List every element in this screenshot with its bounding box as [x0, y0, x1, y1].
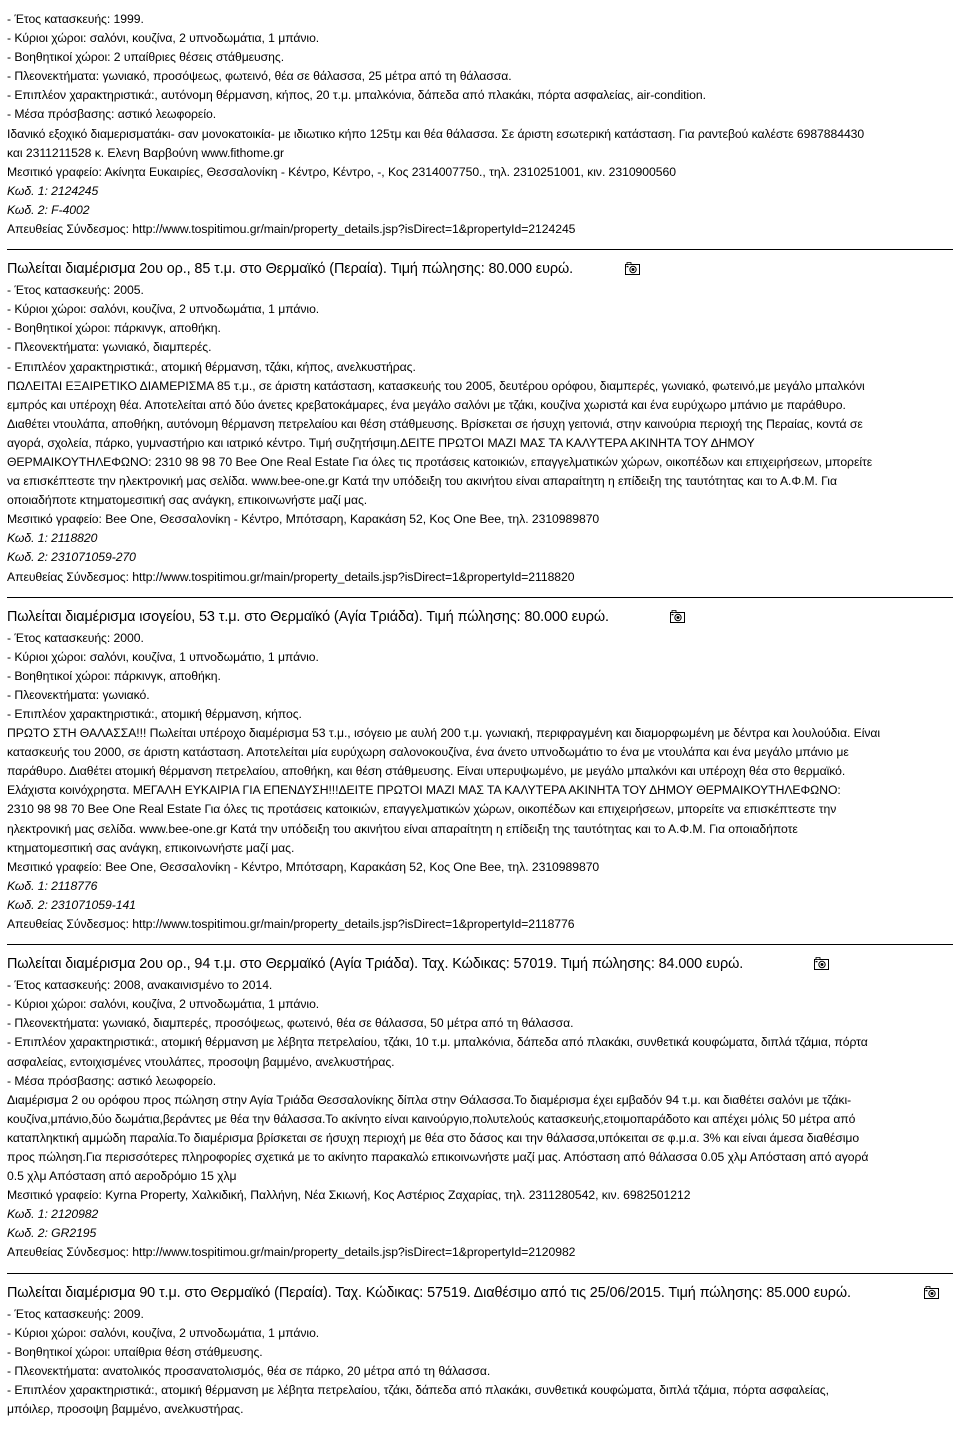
- listing-title[interactable]: Πωλείται διαμέρισμα ισογείου, 53 τ.μ. στο Θερμαϊκό (Αγία Τριάδα). Τιμή πώλησης: 80.000 ευρώ.: [7, 608, 609, 625]
- listing-title-row: [7, 1281, 953, 1305]
- listing-detail-line: - Έτος κατασκευής: 2005.: [7, 283, 144, 298]
- listing-code: Κωδ. 2: 231071059-270: [7, 550, 136, 565]
- listing-code: Κωδ. 1: 2118776: [7, 878, 98, 893]
- listing-title-row: [7, 605, 953, 629]
- listing-detail-line: κατασκευής του 2000, σε άριστη κατάσταση. Αποτελείται μία ευρύχωρη σαλονοκουζίνα, ένα άνετο υπνοδωμάτιο το ένα με ντουλάπα και ένα μεγάλο μπάνιο με: [7, 745, 849, 760]
- listing-detail-line: Μεσιτικό γραφείο: Ακίνητα Ευκαιρίες, Θεσσαλονίκη - Κέντρο, Κέντρο, -, Κος 2314007750., τηλ. 2310251001, κιν. 2310900560: [7, 164, 676, 179]
- listing-detail-line: παράθυρο. Διαθέτει ατομική θέρμανση πετρελαίου, αποθήκη, και θέση στάθμευσης. Είναι υπερυψωμένο, με μεγάλο μπαλκόνι και υπέροχη θέα στο θερμαϊκό.: [7, 764, 846, 779]
- listing-detail-line: Διαμέρισμα 2 ου ορόφου προς πώληση στην Αγία Τριάδα Θεσσαλονίκης δίπλα στην Θάλασσα.Το διαμέρισμα έχει εμβαδόν 94 τ.μ. και διαθέτει σαλόνι με τζάκι-: [7, 1092, 852, 1107]
- listing-detail-line: και 2311211528 κ. Ελενη Βαρβούνη www.fithome.gr: [7, 145, 284, 160]
- listing-code: Κωδ. 2: F-4002: [7, 202, 90, 217]
- listings-page: [7, 0, 953, 1419]
- camera-icon[interactable]: [924, 1286, 939, 1299]
- listing-code: Κωδ. 2: GR2195: [7, 1226, 97, 1241]
- listing-detail-line: εμπρός και υπέροχη θέα. Αποτελείται από δύο άνετες κρεβατοκάμαρες, ένα μεγάλο σαλόνι με τζάκι, κουζίνα χωριστά και ένα ευρύχωρο μπάνιο με παράθυρο.: [7, 397, 846, 412]
- listing-detail-line: Διαθέτει ντουλάπα, αποθήκη, αυτόνομη θέρμανση πετρελαίου και θέση στάθμευσης. Βρίσκεται σε ήσυχη γειτονιά, στην καινούρια περιοχή της Περαίας, κοντά σε: [7, 416, 863, 431]
- listing-detail-line: - Βοηθητικοί χώροι: 2 υπαίθριες θέσεις στάθμευσης.: [7, 50, 285, 65]
- listing-detail-line: οποιαδήποτε κτηματομεσιτική σας ανάγκη, επικοινωνήστε μαζί μας.: [7, 493, 368, 508]
- direct-link[interactable]: Απευθείας Σύνδεσμος: http://www.tospitimou.gr/main/property_details.jsp?isDirect=1&propertyId=2118776: [7, 917, 575, 932]
- listing-detail-line: ΘΕΡΜΑΙΚΟΥΤΗΛΕΦΩΝΟ: 2310 98 98 70 Bee One Real Estate Για όλες τις προτάσεις κατοικιών, επαγγελματικών χώρων, οικοπέδων και επιχειρήσεων, μπορείτε: [7, 454, 873, 469]
- listing-detail-line: Ελάχιστα κοινόχρηστα. ΜΕΓΑΛΗ ΕΥΚΑΙΡΙΑ ΓΙΑ ΕΠΕΝΔΥΣΗ!!!ΔΕΙΤΕ ΠΡΩΤΟΙ ΜΑΖΙ ΜΑΣ ΤΑ ΚΑΛΥΤΕΡΑ ΑΚΙΝΗΤΑ ΤΟΥ ΔΗΜΟΥ ΘΕΡΜΑΙΚΟΥΤΗΛΕΦΩΝΟ:: [7, 783, 841, 798]
- listing-detail-line: - Επιπλέον χαρακτηριστικά:, ατομική θέρμανση με λέβητα πετρελαίου, τζάκι, 10 τ.μ. μπαλκόνια, δάπεδα από πλακάκι, συνθετικά κουφώματα, διπλά τζάμια, πόρτα: [7, 1035, 868, 1050]
- listing-detail-line: - Επιπλέον χαρακτηριστικά:, ατομική θέρμανση με λέβητα πετρελαίου, τζάκι, δάπεδα από πλακάκι, συνθετικά κουφώματα, διπλά τζάμια, πόρτα ασφαλείας,: [7, 1382, 829, 1397]
- listing-detail-line: - Έτος κατασκευής: 1999.: [7, 12, 144, 26]
- listing-detail-line: Μεσιτικό γραφείο: Bee One, Θεσσαλονίκη - Κέντρο, Μπότσαρη, Καρακάση 52, Κος One Bee, τηλ. 2310989870: [7, 859, 600, 874]
- listing-title-row: [7, 952, 953, 976]
- listing-detail-line: - Έτος κατασκευής: 2008, ανακαινισμένο το 2014.: [7, 978, 273, 993]
- listing-detail-line: ΠΩΛΕΙΤΑΙ ΕΞΑΙΡΕΤΙΚΟ ΔΙΑΜΕΡΙΣΜΑ 85 τ.μ., σε άριστη κατάσταση, κατασκευής του 2005, δευτέρου ορόφου, διαμπερές, γωνιακό, φωτεινό,με μεγάλο μπαλκόνι: [7, 378, 865, 393]
- listing-title-row: [7, 257, 953, 281]
- listing-detail-line: - Πλεονεκτήματα: ανατολικός προσανατολισμός, θέα σε πάρκο, 20 μέτρα από τη θάλασσα.: [7, 1363, 491, 1378]
- listing-detail-line: να επισκέπτεστε την ηλεκτρονική μας σελίδα. www.bee-one.gr Κατά την υπόδειξη του ακινήτου είναι απαραίτητη η επίδειξη της ταυτότητας και το Α.Φ.Μ. Για: [7, 474, 837, 489]
- listing-detail-line: αγορά, σχολεία, πάρκο, γυμναστήριο και ιατρικό κέντρο. Τιμή συζητήσιμη.ΔΕΙΤΕ ΠΡΩΤΟΙ ΜΑΖΙ ΜΑΣ ΤΑ ΚΑΛΥΤΕΡΑ ΑΚΙΝΗΤΑ ΤΟΥ ΔΗΜΟΥ: [7, 435, 755, 450]
- listing-detail-line: - Βοηθητικοί χώροι: πάρκινγκ, αποθήκη.: [7, 321, 221, 336]
- listing-detail-line: - Πλεονεκτήματα: γωνιακό, διαμπερές.: [7, 340, 212, 355]
- listing-detail-line: κουζίνα,μπάνιο,δύο δωμάτια,βεράντες με θέα την θάλασσα.Το ακίνητο είναι καινούργιο,πολυτελούς κατασκευής,ετοιμοπαράδοτο και απέχει μόλις 50 μέτρα από: [7, 1111, 856, 1126]
- listing-detail-line: - Πλεονεκτήματα: γωνιακό, διαμπερές, προσόψεως, φωτεινό, θέα σε θάλασσα, 50 μέτρα από τη θάλασσα.: [7, 1016, 574, 1031]
- camera-icon[interactable]: [814, 957, 829, 970]
- listing-detail-line: 0.5 χλμ Απόσταση από αεροδρόμιο 15 χλμ: [7, 1169, 237, 1184]
- listing-code: Κωδ. 1: 2124245: [7, 183, 99, 198]
- listing-title[interactable]: Πωλείται διαμέρισμα 2ου ορ., 85 τ.μ. στο Θερμαϊκό (Περαία). Τιμή πώλησης: 80.000 ευρώ.: [7, 261, 574, 278]
- listing-detail-line: - Βοηθητικοί χώροι: πάρκινγκ, αποθήκη.: [7, 668, 221, 683]
- listing-detail-line: - Βοηθητικοί χώροι: υπαίθρια θέση στάθμευσης.: [7, 1344, 263, 1359]
- listing-detail-line: - Επιπλέον χαρακτηριστικά:, αυτόνομη θέρμανση, κήπος, 20 τ.μ. μπαλκόνια, δάπεδα από πλακάκι, πόρτα ασφαλείας, air-condition.: [7, 88, 706, 103]
- listing-code: Κωδ. 2: 231071059-141: [7, 897, 136, 912]
- direct-link[interactable]: Απευθείας Σύνδεσμος: http://www.tospitimou.gr/main/property_details.jsp?isDirect=1&propertyId=2118820: [7, 569, 575, 584]
- listing-detail-line: Μεσιτικό γραφείο: Bee One, Θεσσαλονίκη - Κέντρο, Μπότσαρη, Καρακάση 52, Κος One Bee, τηλ. 2310989870: [7, 512, 600, 527]
- listing-detail-line: - Κύριοι χώροι: σαλόνι, κουζίνα, 2 υπνοδωμάτια, 1 μπάνιο.: [7, 1325, 320, 1340]
- listing-detail-line: μπόιλερ, προσοψη βαμμένο, ανελκυστήρας.: [7, 1402, 244, 1416]
- listing-detail-line: - Πλεονεκτήματα: γωνιακό.: [7, 687, 150, 702]
- listing: [7, 0, 953, 239]
- direct-link[interactable]: Απευθείας Σύνδεσμος: http://www.tospitimou.gr/main/property_details.jsp?isDirect=1&propertyId=2124245: [7, 222, 576, 237]
- listing-detail-line: Μεσιτικό γραφείο: Kyrna Property, Χαλκιδική, Παλλήνη, Νέα Σκιωνή, Κος Αστέριος Ζαχαρίας, τηλ. 2311280542, κιν. 6982501212: [7, 1188, 691, 1203]
- listing-title[interactable]: Πωλείται διαμέρισμα 90 τ.μ. στο Θερμαϊκό (Περαία). Ταχ. Κώδικας: 57519. Διαθέσιμο από τις 25/06/2015. Τιμή πώλησης: 85.000 ευρώ.: [7, 1284, 851, 1301]
- listing-detail-line: 2310 98 98 70 Bee One Real Estate Για όλες τις προτάσεις κατοικιών, επαγγελματικών χώρων, οικοπέδων και επιχειρήσεων, μπορείτε να επισκέπτεστε την: [7, 802, 837, 817]
- listing-detail-line: κτηματομεσιτική σας ανάγκη, επικοινωνήστε μαζί μας.: [7, 840, 295, 855]
- camera-icon[interactable]: [670, 610, 685, 623]
- listing-detail-line: ΠΡΩΤΟ ΣΤΗ ΘΑΛΑΣΣΑ!!! Πωλείται υπέροχο διαμέρισμα 53 τ.μ., ισόγειο με αυλή 200 τ.μ. γωνιακή, περιφραγμένη και διαμορφωμένη με δέντρα και λουλούδια. Είναι: [7, 726, 881, 741]
- listing-detail-line: - Κύριοι χώροι: σαλόνι, κουζίνα, 2 υπνοδωμάτια, 1 μπάνιο.: [7, 302, 320, 317]
- listing-detail-line: - Μέσα πρόσβασης: αστικό λεωφορείο.: [7, 107, 217, 122]
- listing-detail-line: - Κύριοι χώροι: σαλόνι, κουζίνα, 2 υπνοδωμάτια, 1 μπάνιο.: [7, 31, 320, 46]
- listing-detail-line: Ιδανικό εξοχικό διαμερισματάκι- σαν μονοκατοικία- με ιδιωτικο κήπο 125τμ και θέα θάλασσα. Σε άριστη εσωτερική κατάσταση. Για ραντεβού καλέστε 6987884430: [7, 126, 865, 141]
- listing-detail-line: ηλεκτρονική μας σελίδα. www.bee-one.gr Κατά την υπόδειξη του ακινήτου είναι απαραίτητη η επίδειξη της ταυτότητας και το Α.Φ.Μ. Για οποιαδήποτε: [7, 821, 798, 836]
- listing-detail-line: - Πλεονεκτήματα: γωνιακό, προσόψεως, φωτεινό, θέα σε θάλασσα, 25 μέτρα από τη θάλασσα.: [7, 69, 512, 84]
- listing: [7, 1263, 953, 1420]
- listing: [7, 587, 953, 935]
- listing: [7, 239, 953, 587]
- listing-title[interactable]: Πωλείται διαμέρισμα 2ου ορ., 94 τ.μ. στο Θερμαϊκό (Αγία Τριάδα). Ταχ. Κώδικας: 57019. Τιμή πώλησης: 84.000 ευρώ.: [7, 956, 744, 973]
- listing-detail-line: - Επιπλέον χαρακτηριστικά:, ατομική θέρμανση, τζάκι, κήπος, ανελκυστήρας.: [7, 359, 416, 374]
- listing-detail-line: - Μέσα πρόσβασης: αστικό λεωφορείο.: [7, 1073, 217, 1088]
- listing-detail-line: - Έτος κατασκευής: 2000.: [7, 630, 144, 645]
- listing-detail-line: - Έτος κατασκευής: 2009.: [7, 1306, 144, 1321]
- camera-icon[interactable]: [625, 262, 640, 275]
- listing-code: Κωδ. 1: 2118820: [7, 531, 98, 546]
- listing-detail-line: - Επιπλέον χαρακτηριστικά:, ατομική θέρμανση, κήπος.: [7, 707, 302, 721]
- listing-detail-line: προς πώληση.Για περισσότερες πληροφορίες σχετικά με το ακίνητο παρακαλώ επικοινωνήστε μαζί μας. Απόσταση από θάλασσα 0.05 χλμ Απόσταση από αγορά: [7, 1149, 869, 1164]
- listing-code: Κωδ. 1: 2120982: [7, 1207, 99, 1222]
- direct-link[interactable]: Απευθείας Σύνδεσμος: http://www.tospitimou.gr/main/property_details.jsp?isDirect=1&propertyId=2120982: [7, 1245, 576, 1260]
- listing-detail-line: ασφαλείας, εντοιχισμένες ντουλάπες, προσοψη βαμμένο, ανελκυστήρας.: [7, 1054, 395, 1069]
- listing-detail-line: καταπληκτική αμμώδη παραλία.Το διαμέρισμα βρίσκεται σε ήσυχη περιοχή με θέα στο δάσος και την θάλασσα,υπόκειται σε φ.μ.α. 3% και είναι άμεσα διαθέσιμο: [7, 1130, 860, 1145]
- listing-detail-line: - Κύριοι χώροι: σαλόνι, κουζίνα, 1 υπνοδωμάτιο, 1 μπάνιο.: [7, 649, 319, 664]
- listing: [7, 934, 953, 1262]
- listing-detail-line: - Κύριοι χώροι: σαλόνι, κουζίνα, 2 υπνοδωμάτια, 1 μπάνιο.: [7, 997, 320, 1012]
